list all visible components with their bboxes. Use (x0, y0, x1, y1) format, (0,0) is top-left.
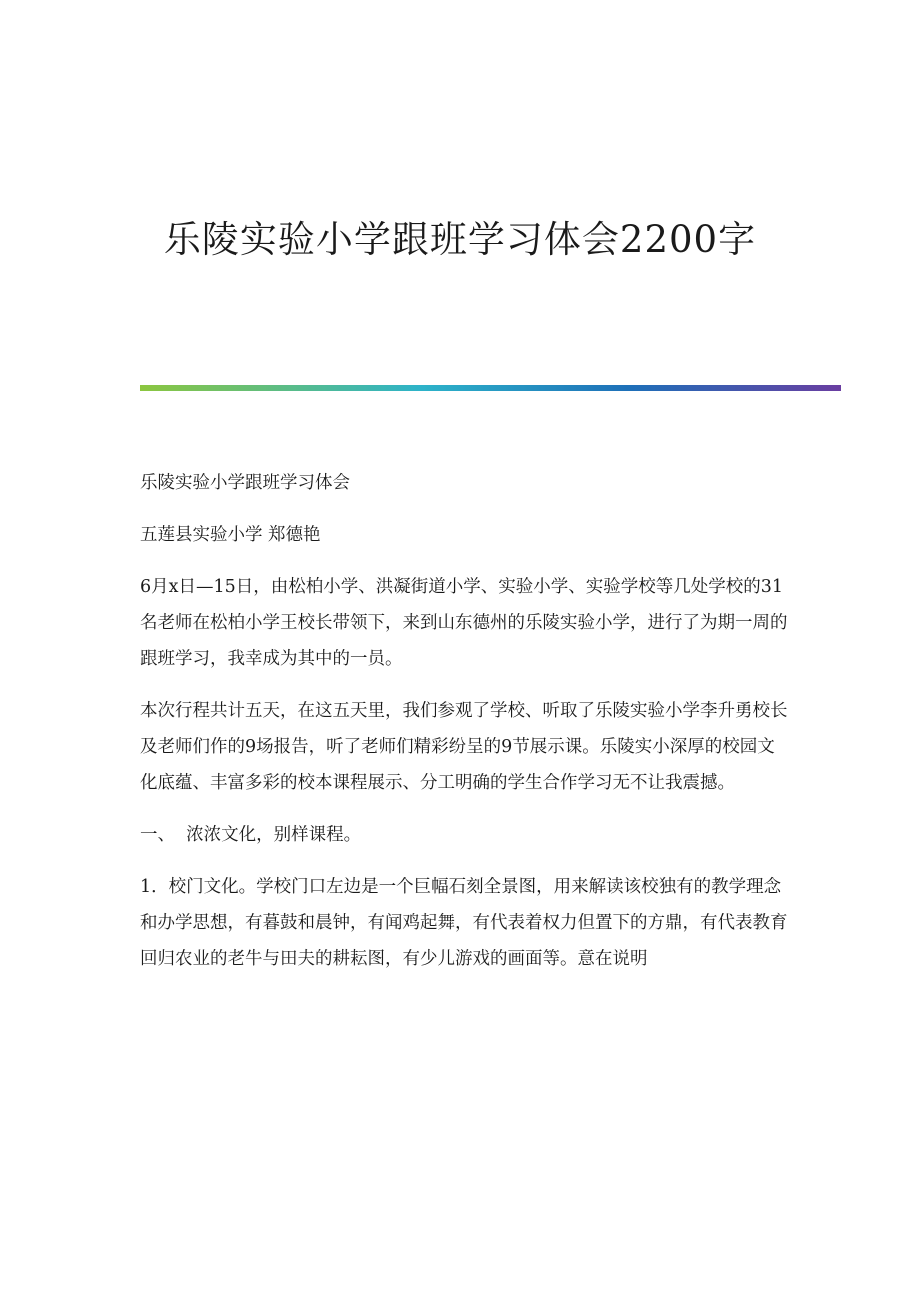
section-heading: 一、 浓浓文化，别样课程。 (140, 825, 362, 845)
document-body (140, 465, 790, 993)
document-title: 乐陵实验小学跟班学习体会2200字 (163, 218, 757, 261)
paragraph: 6月x日—15日，由松柏小学、洪凝街道小学、实验小学、实验学校等几处学校的31名老师在松柏小学王校长带领下，来到山东德州的乐陵实验小学，进行了为期一周的跟班学习，我幸成为其中的一员。 (140, 577, 788, 669)
list-item: 1．校门文化。学校门口左边是一个巨幅石刻全景图，用来解读该校独有的教学理念和办学思想，有暮鼓和晨钟，有闻鸡起舞，有代表着权力但置下的方鼎，有代表教育回归农业的老牛与田夫的耕耘图，有少儿游戏的画面等。意在说明 (140, 877, 788, 969)
paragraph: 本次行程共计五天，在这五天里，我们参观了学校、听取了乐陵实验小学李升勇校长及老师们作的9场报告，听了老师们精彩纷呈的9节展示课。乐陵实小深厚的校园文化底蕴、丰富多彩的校本课程展示、分工明确的学生合作学习无不让我震撼。 (140, 701, 788, 793)
document-subtitle: 乐陵实验小学跟班学习体会 (140, 473, 350, 493)
author-line: 五莲县实验小学 郑德艳 (140, 525, 321, 545)
title-divider (140, 385, 841, 391)
